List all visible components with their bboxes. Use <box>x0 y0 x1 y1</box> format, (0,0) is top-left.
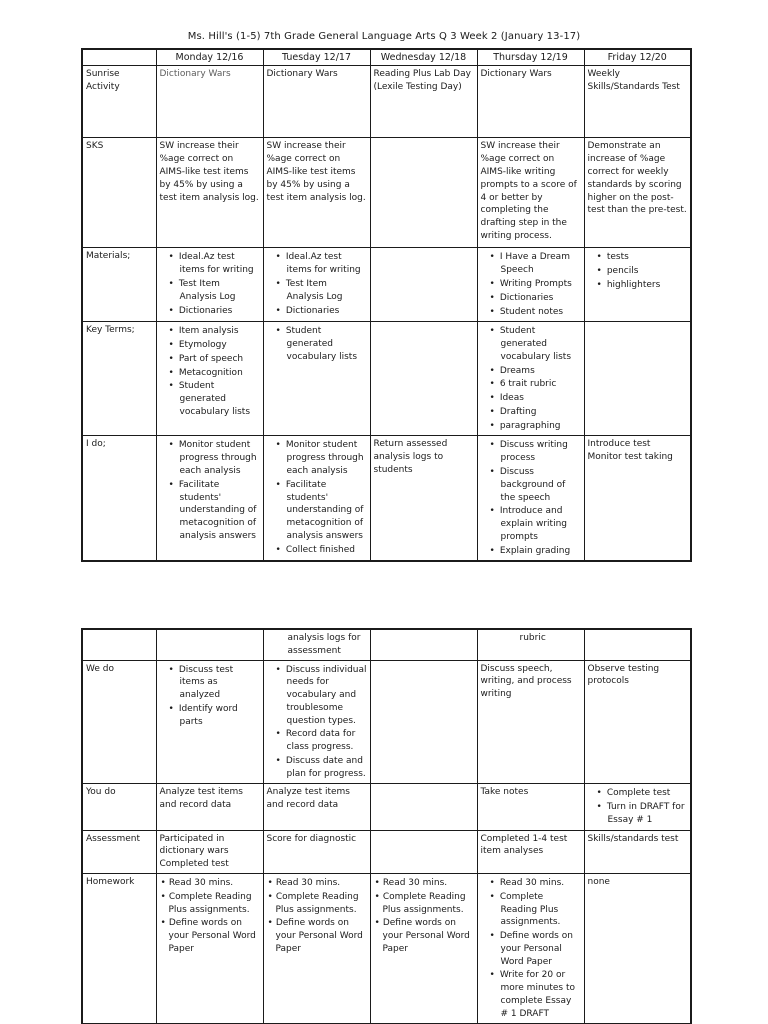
cell-continued-thursday: rubric <box>477 629 584 660</box>
row-label-key-terms: Key Terms; <box>82 322 156 436</box>
cell-you-do-thursday: Take notes <box>477 784 584 830</box>
cell-i-do-monday: • Monitor student progress through each analysis • Facilitate students' understanding of metacognition of analysis answers <box>156 436 263 561</box>
table-row-homework <box>82 874 691 1024</box>
table-row-materials <box>82 248 691 322</box>
cell-homework-friday: none <box>584 874 691 1024</box>
cell-i-do-tuesday: • Monitor student progress through each analysis • Facilitate students' understanding of metacognition of analysis answers • Collect finished <box>263 436 370 561</box>
cell-continued-friday <box>584 629 691 660</box>
cell-key-terms-monday: • Item analysis • Etymology • Part of speech • Metacognition • Student generated vocabulary lists <box>156 322 263 436</box>
table-row-we-do <box>82 660 691 784</box>
cell-sks-thursday: SW increase their %age correct on AIMS-like writing prompts to a score of 4 or better by completing the drafting step in the writing process. <box>477 138 584 248</box>
cell-materials-wednesday <box>370 248 477 322</box>
row-label-homework: Homework <box>82 874 156 1024</box>
cell-assessment-friday: Skills/standards test <box>584 830 691 873</box>
cell-we-do-monday: • Discuss test items as analyzed • Identify word parts <box>156 660 263 784</box>
cell-i-do-friday: Introduce test Monitor test taking <box>584 436 691 561</box>
column-header-thursday-12-19: Thursday 12/19 <box>477 49 584 66</box>
lesson-plan-table-page-2 <box>81 628 692 1024</box>
cell-i-do-thursday: • Discuss writing process • Discuss background of the speech • Introduce and explain writing prompts • Explain grading <box>477 436 584 561</box>
table-row-sks <box>82 138 691 248</box>
column-header-tuesday-12-17: Tuesday 12/17 <box>263 49 370 66</box>
cell-homework-thursday: • Read 30 mins. • Complete Reading Plus assignments. • Define words on your Personal Word Paper • Write for 20 or more minutes to complete Essay # 1 DRAFT <box>477 874 584 1024</box>
cell-continued-tuesday: analysis logs for assessment <box>263 629 370 660</box>
cell-key-terms-wednesday <box>370 322 477 436</box>
cell-you-do-friday: • Complete test • Turn in DRAFT for Essay # 1 <box>584 784 691 830</box>
cell-sunrise-activity-tuesday: Dictionary Wars <box>263 66 370 138</box>
cell-sks-friday: Demonstrate an increase of %age correct for weekly standards by scoring higher on the post-test than the pre-test. <box>584 138 691 248</box>
row-label-materials: Materials; <box>82 248 156 322</box>
cell-sunrise-activity-monday: Dictionary Wars <box>156 66 263 138</box>
cell-homework-wednesday: • Read 30 mins. • Complete Reading Plus assignments. • Define words on your Personal Word Paper <box>370 874 477 1024</box>
table-row-key-terms <box>82 322 691 436</box>
cell-sunrise-activity-friday: Weekly Skills/Standards Test <box>584 66 691 138</box>
document-title: Ms. Hill's (1-5) 7th Grade General Language Arts Q 3 Week 2 (January 13-17) <box>187 31 581 42</box>
column-header-wednesday-12-18: Wednesday 12/18 <box>370 49 477 66</box>
table-row-continued <box>82 629 691 660</box>
table-row-assessment <box>82 830 691 873</box>
row-label-sks: SKS <box>82 138 156 248</box>
row-label-we-do: We do <box>82 660 156 784</box>
cell-key-terms-friday <box>584 322 691 436</box>
cell-we-do-thursday: Discuss speech, writing, and process writing <box>477 660 584 784</box>
column-header-friday-12-20: Friday 12/20 <box>584 49 691 66</box>
cell-we-do-tuesday: • Discuss individual needs for vocabulary and troublesome question types. • Record data for class progress. • Discuss date and plan for progress. <box>263 660 370 784</box>
cell-assessment-tuesday: Score for diagnostic <box>263 830 370 873</box>
table-row-sunrise-activity <box>82 66 691 138</box>
row-label-you-do: You do <box>82 784 156 830</box>
row-label-sunrise-activity: Sunrise Activity <box>82 66 156 138</box>
cell-continued-monday <box>156 629 263 660</box>
cell-sks-monday: SW increase their %age correct on AIMS-like test items by 45% by using a test item analysis log. <box>156 138 263 248</box>
cell-continued-wednesday <box>370 629 477 660</box>
cell-materials-thursday: • I Have a Dream Speech • Writing Prompts • Dictionaries • Student notes <box>477 248 584 322</box>
cell-sks-tuesday: SW increase their %age correct on AIMS-like test items by 45% by using a test item analysis log. <box>263 138 370 248</box>
cell-materials-tuesday: • Ideal.Az test items for writing • Test Item Analysis Log • Dictionaries <box>263 248 370 322</box>
cell-sunrise-activity-thursday: Dictionary Wars <box>477 66 584 138</box>
cell-you-do-monday: Analyze test items and record data <box>156 784 263 830</box>
cell-key-terms-thursday: • Student generated vocabulary lists • Dreams • 6 trait rubric • Ideas • Drafting • paragraphing <box>477 322 584 436</box>
table-row-i-do <box>82 436 691 561</box>
cell-sks-wednesday <box>370 138 477 248</box>
corner-cell <box>82 49 156 66</box>
table-row-you-do <box>82 784 691 830</box>
row-label-assessment: Assessment <box>82 830 156 873</box>
cell-sunrise-activity-wednesday: Reading Plus Lab Day (Lexile Testing Day) <box>370 66 477 138</box>
cell-materials-friday: • tests • pencils • highlighters <box>584 248 691 322</box>
row-label-i-do: I do; <box>82 436 156 561</box>
cell-you-do-wednesday <box>370 784 477 830</box>
lesson-plan-table-page-1 <box>81 48 692 562</box>
column-header-monday-12-16: Monday 12/16 <box>156 49 263 66</box>
cell-key-terms-tuesday: • Student generated vocabulary lists <box>263 322 370 436</box>
cell-assessment-monday: Participated in dictionary wars Completed test <box>156 830 263 873</box>
cell-we-do-friday: Observe testing protocols <box>584 660 691 784</box>
cell-homework-monday: • Read 30 mins. • Complete Reading Plus assignments. • Define words on your Personal Word Paper <box>156 874 263 1024</box>
cell-you-do-tuesday: Analyze test items and record data <box>263 784 370 830</box>
cell-we-do-wednesday <box>370 660 477 784</box>
cell-materials-monday: • Ideal.Az test items for writing • Test Item Analysis Log • Dictionaries <box>156 248 263 322</box>
cell-assessment-thursday: Completed 1-4 test item analyses <box>477 830 584 873</box>
row-label-continued <box>82 629 156 660</box>
cell-assessment-wednesday <box>370 830 477 873</box>
cell-homework-tuesday: • Read 30 mins. • Complete Reading Plus assignments. • Define words on your Personal Word Paper <box>263 874 370 1024</box>
cell-i-do-wednesday: Return assessed analysis logs to students <box>370 436 477 561</box>
